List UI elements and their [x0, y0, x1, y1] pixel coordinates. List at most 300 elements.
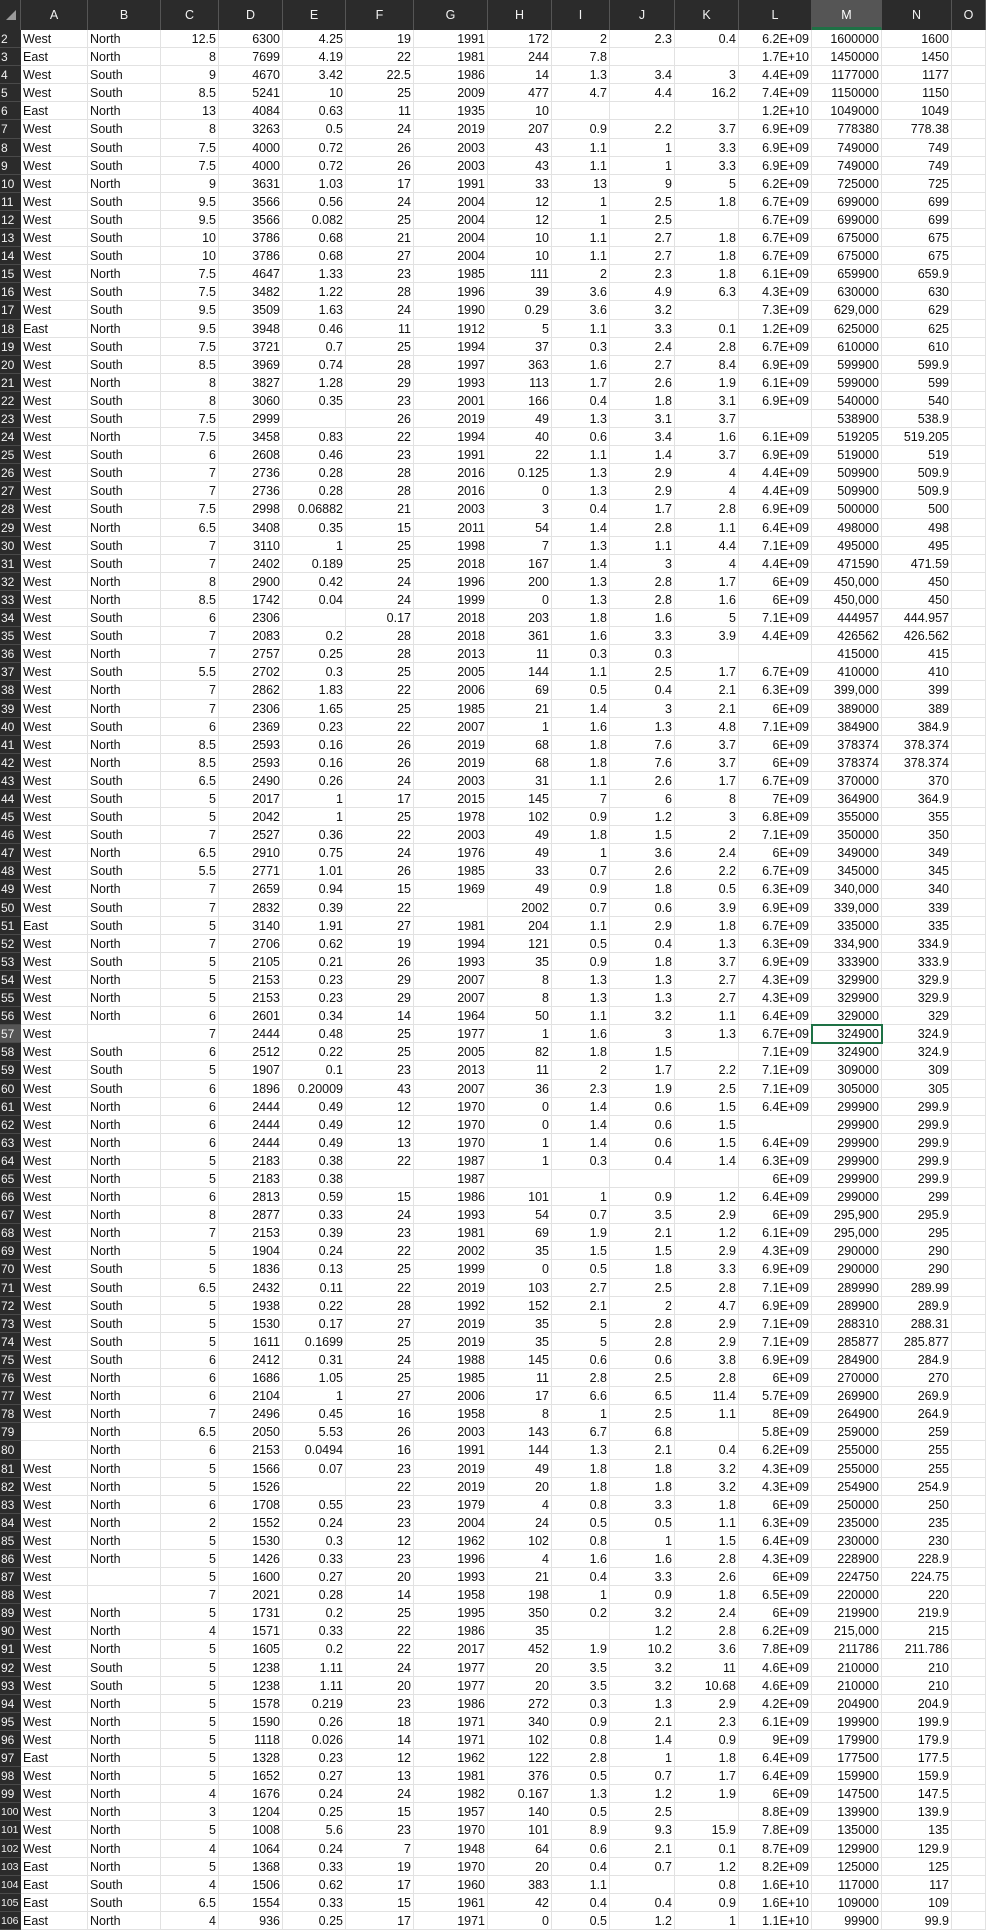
cell-n54[interactable]: 329.9 — [882, 971, 952, 989]
cell-n35[interactable]: 426.562 — [882, 627, 952, 645]
cell-c30[interactable]: 7 — [161, 537, 219, 555]
row-header[interactable]: 78 — [0, 1405, 21, 1423]
cell-n43[interactable]: 370 — [882, 772, 952, 790]
cell-d59[interactable]: 1907 — [219, 1061, 283, 1079]
cell-d45[interactable]: 2042 — [219, 808, 283, 826]
cell-a30[interactable]: West — [21, 537, 88, 555]
cell-e103[interactable]: 0.33 — [283, 1858, 346, 1876]
cell-l22[interactable]: 6.9E+09 — [739, 392, 812, 410]
cell-g66[interactable]: 1986 — [414, 1188, 488, 1206]
cell-o75[interactable] — [952, 1351, 986, 1369]
row-header[interactable]: 47 — [0, 844, 21, 862]
cell-e30[interactable]: 1 — [283, 537, 346, 555]
cell-j24[interactable]: 3.4 — [610, 428, 675, 446]
cell-b50[interactable]: South — [88, 899, 161, 917]
cell-i12[interactable]: 1 — [552, 211, 610, 229]
cell-k85[interactable]: 1.5 — [675, 1532, 739, 1550]
cell-o82[interactable] — [952, 1478, 986, 1496]
cell-m89[interactable]: 219900 — [812, 1604, 882, 1622]
cell-n17[interactable]: 629 — [882, 301, 952, 319]
cell-g90[interactable]: 1986 — [414, 1622, 488, 1640]
cell-c33[interactable]: 8.5 — [161, 591, 219, 609]
cell-f74[interactable]: 25 — [346, 1333, 414, 1351]
cell-c68[interactable]: 7 — [161, 1224, 219, 1242]
cell-o4[interactable] — [952, 66, 986, 84]
row-header[interactable]: 82 — [0, 1478, 21, 1496]
cell-f2[interactable]: 19 — [346, 30, 414, 48]
cell-n12[interactable]: 699 — [882, 211, 952, 229]
cell-o23[interactable] — [952, 410, 986, 428]
cell-l29[interactable]: 6.4E+09 — [739, 519, 812, 537]
cell-e80[interactable]: 0.0494 — [283, 1441, 346, 1459]
cell-m98[interactable]: 159900 — [812, 1767, 882, 1785]
cell-b84[interactable]: North — [88, 1514, 161, 1532]
cell-e74[interactable]: 0.1699 — [283, 1333, 346, 1351]
cell-a50[interactable]: West — [21, 899, 88, 917]
cell-l63[interactable]: 6.4E+09 — [739, 1134, 812, 1152]
cell-l49[interactable]: 6.3E+09 — [739, 880, 812, 898]
cell-d16[interactable]: 3482 — [219, 283, 283, 301]
cell-a34[interactable]: West — [21, 609, 88, 627]
cell-g70[interactable]: 1999 — [414, 1260, 488, 1278]
cell-e100[interactable]: 0.25 — [283, 1803, 346, 1821]
cell-m64[interactable]: 299900 — [812, 1152, 882, 1170]
cell-l69[interactable]: 4.3E+09 — [739, 1242, 812, 1260]
cell-i47[interactable]: 1 — [552, 844, 610, 862]
cell-f20[interactable]: 28 — [346, 356, 414, 374]
cell-l59[interactable]: 7.1E+09 — [739, 1061, 812, 1079]
cell-i45[interactable]: 0.9 — [552, 808, 610, 826]
cell-h83[interactable]: 4 — [488, 1496, 552, 1514]
cell-a5[interactable]: West — [21, 84, 88, 102]
cell-k50[interactable]: 3.9 — [675, 899, 739, 917]
cell-d83[interactable]: 1708 — [219, 1496, 283, 1514]
cell-f64[interactable]: 22 — [346, 1152, 414, 1170]
cell-i102[interactable]: 0.6 — [552, 1840, 610, 1858]
cell-c21[interactable]: 8 — [161, 374, 219, 392]
cell-n49[interactable]: 340 — [882, 880, 952, 898]
cell-i32[interactable]: 1.3 — [552, 573, 610, 591]
cell-i42[interactable]: 1.8 — [552, 754, 610, 772]
cell-b37[interactable]: South — [88, 663, 161, 681]
cell-e20[interactable]: 0.74 — [283, 356, 346, 374]
cell-f73[interactable]: 27 — [346, 1315, 414, 1333]
cell-h22[interactable]: 166 — [488, 392, 552, 410]
cell-n77[interactable]: 269.9 — [882, 1387, 952, 1405]
cell-i82[interactable]: 1.8 — [552, 1478, 610, 1496]
cell-m13[interactable]: 675000 — [812, 229, 882, 247]
cell-f8[interactable]: 26 — [346, 139, 414, 157]
cell-k93[interactable]: 10.68 — [675, 1677, 739, 1695]
cell-g55[interactable]: 2007 — [414, 989, 488, 1007]
cell-g20[interactable]: 1997 — [414, 356, 488, 374]
cell-e76[interactable]: 1.05 — [283, 1369, 346, 1387]
row-header[interactable]: 62 — [0, 1116, 21, 1134]
cell-m84[interactable]: 235000 — [812, 1514, 882, 1532]
cell-b87[interactable] — [88, 1568, 161, 1586]
cell-c6[interactable]: 13 — [161, 102, 219, 120]
cell-n85[interactable]: 230 — [882, 1532, 952, 1550]
cell-m80[interactable]: 255000 — [812, 1441, 882, 1459]
column-header-j[interactable]: J — [610, 0, 675, 30]
cell-n50[interactable]: 339 — [882, 899, 952, 917]
cell-k29[interactable]: 1.1 — [675, 519, 739, 537]
cell-c96[interactable]: 5 — [161, 1731, 219, 1749]
cell-a83[interactable]: West — [21, 1496, 88, 1514]
cell-o13[interactable] — [952, 229, 986, 247]
cell-b3[interactable]: North — [88, 48, 161, 66]
cell-j33[interactable]: 2.8 — [610, 591, 675, 609]
cell-a80[interactable] — [21, 1441, 88, 1459]
column-header-n[interactable]: N — [882, 0, 952, 30]
cell-a16[interactable]: West — [21, 283, 88, 301]
cell-i83[interactable]: 0.8 — [552, 1496, 610, 1514]
cell-e77[interactable]: 1 — [283, 1387, 346, 1405]
cell-h6[interactable]: 10 — [488, 102, 552, 120]
cell-g53[interactable]: 1993 — [414, 953, 488, 971]
cell-a105[interactable]: East — [21, 1894, 88, 1912]
cell-d78[interactable]: 2496 — [219, 1405, 283, 1423]
cell-n91[interactable]: 211.786 — [882, 1640, 952, 1658]
cell-g5[interactable]: 2009 — [414, 84, 488, 102]
cell-k76[interactable]: 2.8 — [675, 1369, 739, 1387]
cell-j22[interactable]: 1.8 — [610, 392, 675, 410]
cell-n75[interactable]: 284.9 — [882, 1351, 952, 1369]
row-header[interactable]: 26 — [0, 464, 21, 482]
cell-i64[interactable]: 0.3 — [552, 1152, 610, 1170]
cell-b31[interactable]: South — [88, 555, 161, 573]
cell-m44[interactable]: 364900 — [812, 790, 882, 808]
row-header[interactable]: 91 — [0, 1640, 21, 1658]
cell-f34[interactable]: 0.17 — [346, 609, 414, 627]
cell-a56[interactable]: West — [21, 1007, 88, 1025]
cell-l60[interactable]: 7.1E+09 — [739, 1080, 812, 1098]
cell-c5[interactable]: 8.5 — [161, 84, 219, 102]
cell-i2[interactable]: 2 — [552, 30, 610, 48]
cell-n4[interactable]: 1177 — [882, 66, 952, 84]
cell-b20[interactable]: South — [88, 356, 161, 374]
cell-a36[interactable]: West — [21, 645, 88, 663]
cell-a77[interactable]: West — [21, 1387, 88, 1405]
cell-c54[interactable]: 5 — [161, 971, 219, 989]
cell-l27[interactable]: 4.4E+09 — [739, 482, 812, 500]
cell-n34[interactable]: 444.957 — [882, 609, 952, 627]
cell-e79[interactable]: 5.53 — [283, 1423, 346, 1441]
cell-c67[interactable]: 8 — [161, 1206, 219, 1224]
cell-e98[interactable]: 0.27 — [283, 1767, 346, 1785]
cell-e88[interactable]: 0.28 — [283, 1586, 346, 1604]
cell-a44[interactable]: West — [21, 790, 88, 808]
cell-i40[interactable]: 1.6 — [552, 718, 610, 736]
cell-g93[interactable]: 1977 — [414, 1677, 488, 1695]
row-header[interactable]: 8 — [0, 139, 21, 157]
cell-i57[interactable]: 1.6 — [552, 1025, 610, 1043]
cell-l45[interactable]: 6.8E+09 — [739, 808, 812, 826]
cell-g51[interactable]: 1981 — [414, 917, 488, 935]
row-header[interactable]: 21 — [0, 374, 21, 392]
cell-h64[interactable]: 1 — [488, 1152, 552, 1170]
cell-d53[interactable]: 2105 — [219, 953, 283, 971]
cell-k61[interactable]: 1.5 — [675, 1098, 739, 1116]
cell-l23[interactable] — [739, 410, 812, 428]
cell-n20[interactable]: 599.9 — [882, 356, 952, 374]
cell-f48[interactable]: 26 — [346, 862, 414, 880]
cell-c41[interactable]: 8.5 — [161, 736, 219, 754]
cell-b5[interactable]: South — [88, 84, 161, 102]
cell-n32[interactable]: 450 — [882, 573, 952, 591]
row-header[interactable]: 87 — [0, 1568, 21, 1586]
cell-h35[interactable]: 361 — [488, 627, 552, 645]
cell-i30[interactable]: 1.3 — [552, 537, 610, 555]
cell-h31[interactable]: 167 — [488, 555, 552, 573]
cell-m94[interactable]: 204900 — [812, 1695, 882, 1713]
cell-g14[interactable]: 2004 — [414, 247, 488, 265]
cell-e41[interactable]: 0.16 — [283, 736, 346, 754]
cell-h18[interactable]: 5 — [488, 320, 552, 338]
cell-a45[interactable]: West — [21, 808, 88, 826]
cell-b52[interactable]: North — [88, 935, 161, 953]
cell-c62[interactable]: 6 — [161, 1116, 219, 1134]
cell-j8[interactable]: 1 — [610, 139, 675, 157]
cell-g10[interactable]: 1991 — [414, 175, 488, 193]
cell-d71[interactable]: 2432 — [219, 1279, 283, 1297]
cell-j106[interactable]: 1.2 — [610, 1912, 675, 1930]
cell-o88[interactable] — [952, 1586, 986, 1604]
cell-k75[interactable]: 3.8 — [675, 1351, 739, 1369]
cell-f24[interactable]: 22 — [346, 428, 414, 446]
cell-h26[interactable]: 0.125 — [488, 464, 552, 482]
cell-i17[interactable]: 3.6 — [552, 301, 610, 319]
cell-o49[interactable] — [952, 880, 986, 898]
cell-d60[interactable]: 1896 — [219, 1080, 283, 1098]
cell-b15[interactable]: North — [88, 265, 161, 283]
cell-l86[interactable]: 4.3E+09 — [739, 1550, 812, 1568]
row-header[interactable]: 22 — [0, 392, 21, 410]
cell-i99[interactable]: 1.3 — [552, 1785, 610, 1803]
cell-m15[interactable]: 659900 — [812, 265, 882, 283]
cell-c86[interactable]: 5 — [161, 1550, 219, 1568]
cell-k62[interactable]: 1.5 — [675, 1116, 739, 1134]
cell-m61[interactable]: 299900 — [812, 1098, 882, 1116]
cell-o90[interactable] — [952, 1622, 986, 1640]
cell-o3[interactable] — [952, 48, 986, 66]
cell-g103[interactable]: 1970 — [414, 1858, 488, 1876]
cell-g57[interactable]: 1977 — [414, 1025, 488, 1043]
cell-f33[interactable]: 24 — [346, 591, 414, 609]
cell-f92[interactable]: 24 — [346, 1659, 414, 1677]
cell-l77[interactable]: 5.7E+09 — [739, 1387, 812, 1405]
cell-n16[interactable]: 630 — [882, 283, 952, 301]
cell-k86[interactable]: 2.8 — [675, 1550, 739, 1568]
row-header[interactable]: 96 — [0, 1731, 21, 1749]
cell-b55[interactable]: North — [88, 989, 161, 1007]
cell-n22[interactable]: 540 — [882, 392, 952, 410]
cell-h72[interactable]: 152 — [488, 1297, 552, 1315]
cell-k37[interactable]: 1.7 — [675, 663, 739, 681]
cell-j102[interactable]: 2.1 — [610, 1840, 675, 1858]
cell-h103[interactable]: 20 — [488, 1858, 552, 1876]
cell-f3[interactable]: 22 — [346, 48, 414, 66]
row-header[interactable]: 37 — [0, 663, 21, 681]
cell-f102[interactable]: 7 — [346, 1840, 414, 1858]
cell-a93[interactable]: West — [21, 1677, 88, 1695]
cell-h12[interactable]: 12 — [488, 211, 552, 229]
cell-o26[interactable] — [952, 464, 986, 482]
cell-m92[interactable]: 210000 — [812, 1659, 882, 1677]
cell-a17[interactable]: West — [21, 301, 88, 319]
cell-d41[interactable]: 2593 — [219, 736, 283, 754]
cell-m58[interactable]: 324900 — [812, 1043, 882, 1061]
cell-c24[interactable]: 7.5 — [161, 428, 219, 446]
cell-o98[interactable] — [952, 1767, 986, 1785]
cell-n97[interactable]: 177.5 — [882, 1749, 952, 1767]
cell-c105[interactable]: 6.5 — [161, 1894, 219, 1912]
cell-k72[interactable]: 4.7 — [675, 1297, 739, 1315]
cell-g36[interactable]: 2013 — [414, 645, 488, 663]
column-header-i[interactable]: I — [552, 0, 610, 30]
cell-i52[interactable]: 0.5 — [552, 935, 610, 953]
cell-l96[interactable]: 9E+09 — [739, 1731, 812, 1749]
cell-l67[interactable]: 6E+09 — [739, 1206, 812, 1224]
cell-l46[interactable]: 7.1E+09 — [739, 826, 812, 844]
row-header[interactable]: 58 — [0, 1043, 21, 1061]
cell-l73[interactable]: 7.1E+09 — [739, 1315, 812, 1333]
cell-a73[interactable]: West — [21, 1315, 88, 1333]
cell-i78[interactable]: 1 — [552, 1405, 610, 1423]
row-header[interactable]: 99 — [0, 1785, 21, 1803]
cell-b4[interactable]: South — [88, 66, 161, 84]
cell-g95[interactable]: 1971 — [414, 1713, 488, 1731]
cell-k92[interactable]: 11 — [675, 1659, 739, 1677]
cell-b27[interactable]: South — [88, 482, 161, 500]
cell-h4[interactable]: 14 — [488, 66, 552, 84]
cell-m5[interactable]: 1150000 — [812, 84, 882, 102]
cell-o51[interactable] — [952, 917, 986, 935]
cell-l98[interactable]: 6.4E+09 — [739, 1767, 812, 1785]
cell-h91[interactable]: 452 — [488, 1640, 552, 1658]
row-header[interactable]: 29 — [0, 519, 21, 537]
cell-i5[interactable]: 4.7 — [552, 84, 610, 102]
cell-f60[interactable]: 43 — [346, 1080, 414, 1098]
cell-n105[interactable]: 109 — [882, 1894, 952, 1912]
cell-l90[interactable]: 6.2E+09 — [739, 1622, 812, 1640]
cell-j15[interactable]: 2.3 — [610, 265, 675, 283]
cell-d20[interactable]: 3969 — [219, 356, 283, 374]
cell-b2[interactable]: North — [88, 30, 161, 48]
cell-i56[interactable]: 1.1 — [552, 1007, 610, 1025]
cell-b105[interactable]: South — [88, 1894, 161, 1912]
cell-g84[interactable]: 2004 — [414, 1514, 488, 1532]
cell-m27[interactable]: 509900 — [812, 482, 882, 500]
cell-a4[interactable]: West — [21, 66, 88, 84]
cell-b47[interactable]: North — [88, 844, 161, 862]
cell-o60[interactable] — [952, 1080, 986, 1098]
cell-i92[interactable]: 3.5 — [552, 1659, 610, 1677]
cell-i74[interactable]: 5 — [552, 1333, 610, 1351]
cell-o77[interactable] — [952, 1387, 986, 1405]
cell-j78[interactable]: 2.5 — [610, 1405, 675, 1423]
cell-a37[interactable]: West — [21, 663, 88, 681]
cell-a96[interactable]: West — [21, 1731, 88, 1749]
cell-l83[interactable]: 6E+09 — [739, 1496, 812, 1514]
cell-e15[interactable]: 1.33 — [283, 265, 346, 283]
cell-j83[interactable]: 3.3 — [610, 1496, 675, 1514]
cell-e63[interactable]: 0.49 — [283, 1134, 346, 1152]
cell-b23[interactable]: South — [88, 410, 161, 428]
cell-a64[interactable]: West — [21, 1152, 88, 1170]
cell-o61[interactable] — [952, 1098, 986, 1116]
cell-d3[interactable]: 7699 — [219, 48, 283, 66]
row-header[interactable]: 14 — [0, 247, 21, 265]
cell-f94[interactable]: 23 — [346, 1695, 414, 1713]
cell-c28[interactable]: 7.5 — [161, 500, 219, 518]
cell-c12[interactable]: 9.5 — [161, 211, 219, 229]
cell-o59[interactable] — [952, 1061, 986, 1079]
cell-o35[interactable] — [952, 627, 986, 645]
cell-a75[interactable]: West — [21, 1351, 88, 1369]
cell-c71[interactable]: 6.5 — [161, 1279, 219, 1297]
cell-l13[interactable]: 6.7E+09 — [739, 229, 812, 247]
cell-d11[interactable]: 3566 — [219, 193, 283, 211]
cell-b14[interactable]: South — [88, 247, 161, 265]
cell-o63[interactable] — [952, 1134, 986, 1152]
cell-d95[interactable]: 1590 — [219, 1713, 283, 1731]
cell-d63[interactable]: 2444 — [219, 1134, 283, 1152]
cell-d91[interactable]: 1605 — [219, 1640, 283, 1658]
cell-b7[interactable]: South — [88, 120, 161, 138]
cell-i88[interactable]: 1 — [552, 1586, 610, 1604]
row-header[interactable]: 12 — [0, 211, 21, 229]
row-header[interactable]: 80 — [0, 1441, 21, 1459]
cell-g85[interactable]: 1962 — [414, 1532, 488, 1550]
cell-o105[interactable] — [952, 1894, 986, 1912]
cell-g60[interactable]: 2007 — [414, 1080, 488, 1098]
cell-l55[interactable]: 4.3E+09 — [739, 989, 812, 1007]
cell-b45[interactable]: South — [88, 808, 161, 826]
cell-h98[interactable]: 376 — [488, 1767, 552, 1785]
cell-f30[interactable]: 25 — [346, 537, 414, 555]
cell-o96[interactable] — [952, 1731, 986, 1749]
row-header[interactable]: 93 — [0, 1677, 21, 1695]
cell-h75[interactable]: 145 — [488, 1351, 552, 1369]
cell-o30[interactable] — [952, 537, 986, 555]
cell-a28[interactable]: West — [21, 500, 88, 518]
cell-h66[interactable]: 101 — [488, 1188, 552, 1206]
row-header[interactable]: 60 — [0, 1080, 21, 1098]
cell-i65[interactable] — [552, 1170, 610, 1188]
cell-h55[interactable]: 8 — [488, 989, 552, 1007]
cell-i3[interactable]: 7.8 — [552, 48, 610, 66]
cell-j89[interactable]: 3.2 — [610, 1604, 675, 1622]
cell-n63[interactable]: 299.9 — [882, 1134, 952, 1152]
cell-o79[interactable] — [952, 1423, 986, 1441]
cell-f39[interactable]: 25 — [346, 700, 414, 718]
cell-f37[interactable]: 25 — [346, 663, 414, 681]
cell-k54[interactable]: 2.7 — [675, 971, 739, 989]
cell-h47[interactable]: 49 — [488, 844, 552, 862]
cell-b58[interactable]: South — [88, 1043, 161, 1061]
cell-e11[interactable]: 0.56 — [283, 193, 346, 211]
cell-h52[interactable]: 121 — [488, 935, 552, 953]
cell-i51[interactable]: 1.1 — [552, 917, 610, 935]
cell-d86[interactable]: 1426 — [219, 1550, 283, 1568]
cell-d87[interactable]: 1600 — [219, 1568, 283, 1586]
cell-o48[interactable] — [952, 862, 986, 880]
cell-n7[interactable]: 778.38 — [882, 120, 952, 138]
cell-e51[interactable]: 1.91 — [283, 917, 346, 935]
cell-k89[interactable]: 2.4 — [675, 1604, 739, 1622]
cell-j55[interactable]: 1.3 — [610, 989, 675, 1007]
